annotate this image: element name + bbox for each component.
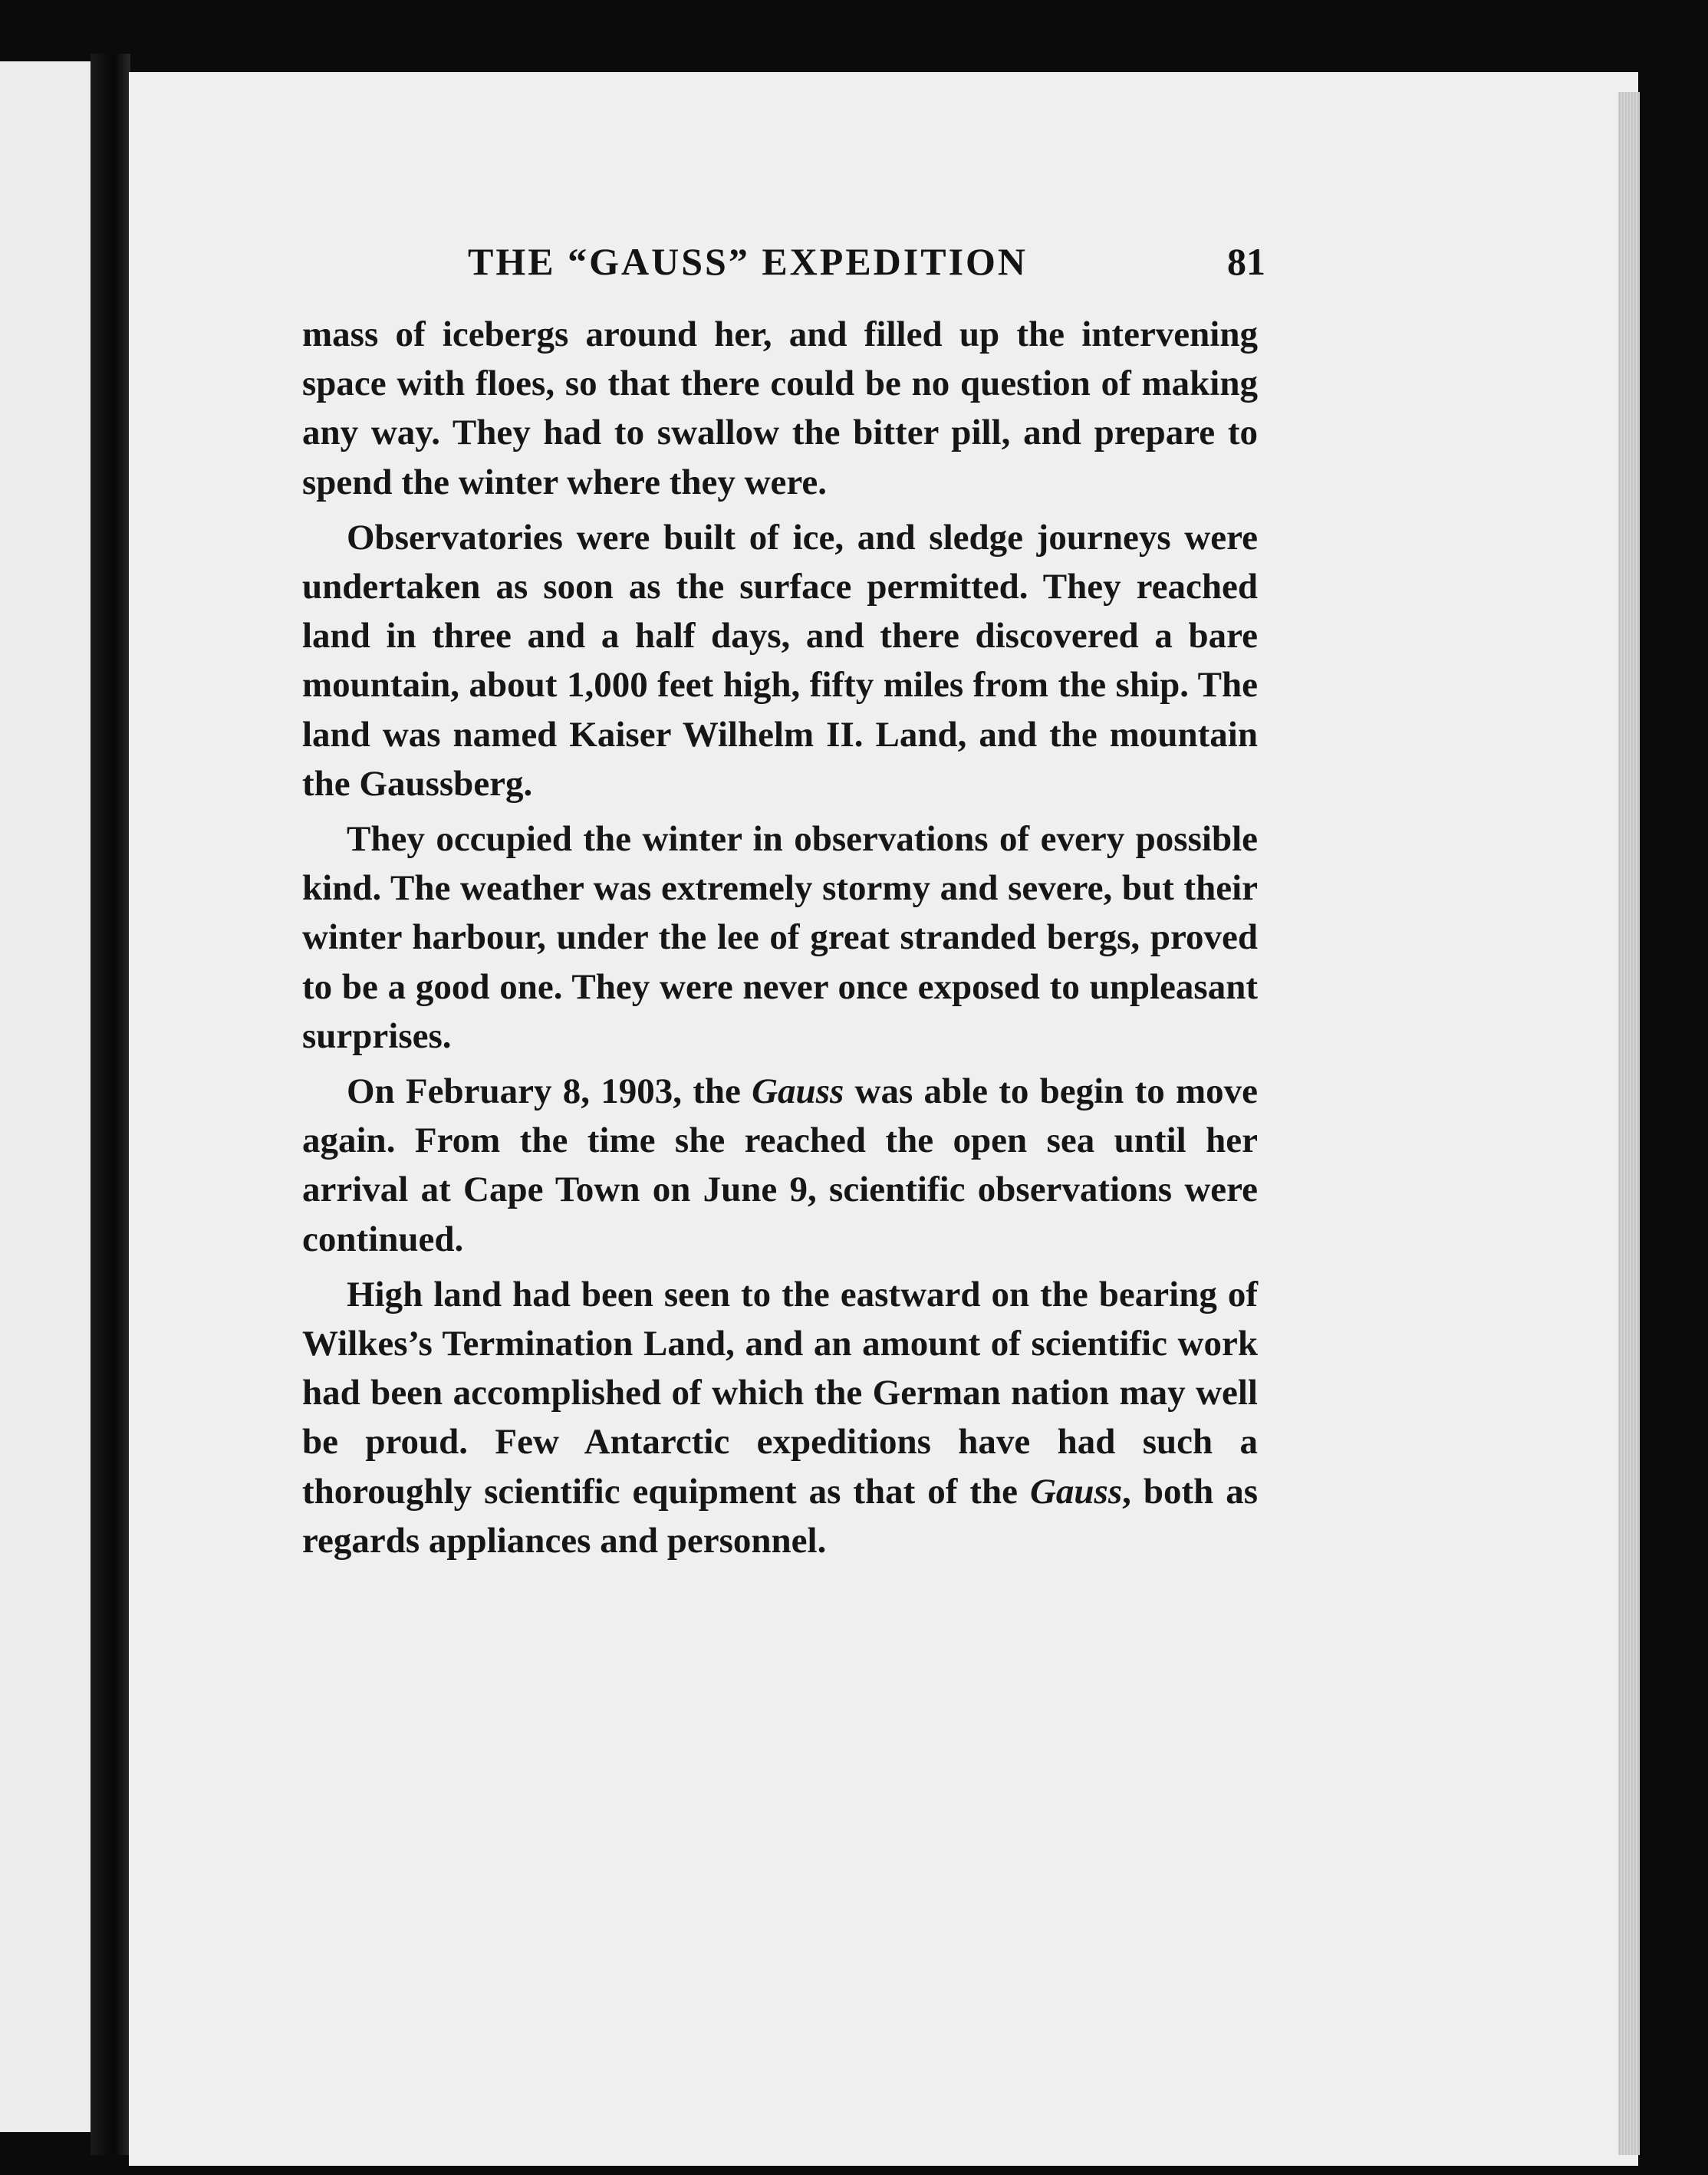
paragraph-text: High land had been seen to the eastward on the bearing of Wilkes’s Termination Land, and an amount of scientific work had been accomplished of which the German nation may well be proud. Few Antarctic expeditions have had such a thoroughly scientific equipment as that of the	[302, 1274, 1258, 1512]
paragraph-text: They occupied the winter in observations of every possible kind. The weather was extremely stormy and severe, but their winter harbour, under the lee of great stranded bergs, proved to be a good one. They were never once exposed to unpleasant surprises.	[302, 819, 1258, 1056]
page-body-text	[302, 310, 1258, 1571]
ship-name: Gauss	[1029, 1471, 1123, 1512]
paragraph-text: Observatories were built of ice, and sledge journeys were undertaken as soon as the surface permitted. They reached land in three and a half days, and there discovered a bare mountain, about 1,000 feet high, fifty miles from the ship. The land was named Kaiser Wilhelm II. Land, and the mountain the Gaussberg.	[302, 517, 1258, 804]
page-number: 81	[1227, 240, 1265, 283]
paragraph	[302, 1270, 1258, 1565]
book-gutter	[91, 54, 130, 2155]
paragraph-continued	[302, 310, 1258, 507]
facing-page-edge	[0, 61, 91, 2132]
paragraph-text: mass of icebergs around her, and filled up the intervening space with floes, so that there could be no question of making any way. They had to swallow the bitter pill, and prepare to spend the winter where they were.	[302, 314, 1258, 502]
page-fore-edge	[1618, 92, 1640, 2155]
scan-border	[1640, 0, 1708, 2175]
ship-name: Gauss	[752, 1071, 844, 1112]
paragraph-text: On February 8, 1903, the	[347, 1071, 752, 1112]
paragraph	[302, 1067, 1258, 1264]
running-head: THE “GAUSS” EXPEDITION	[468, 240, 1028, 283]
paragraph	[302, 814, 1258, 1061]
paragraph-text: was able to begin to move again. From the time she reached the open sea until her arrival at Cape Town on June 9, scientific observations were continued.	[302, 1071, 1258, 1259]
paragraph-text: , both as regards appliances and personnel.	[302, 1471, 1258, 1561]
paragraph	[302, 513, 1258, 808]
page-header	[437, 239, 1265, 293]
